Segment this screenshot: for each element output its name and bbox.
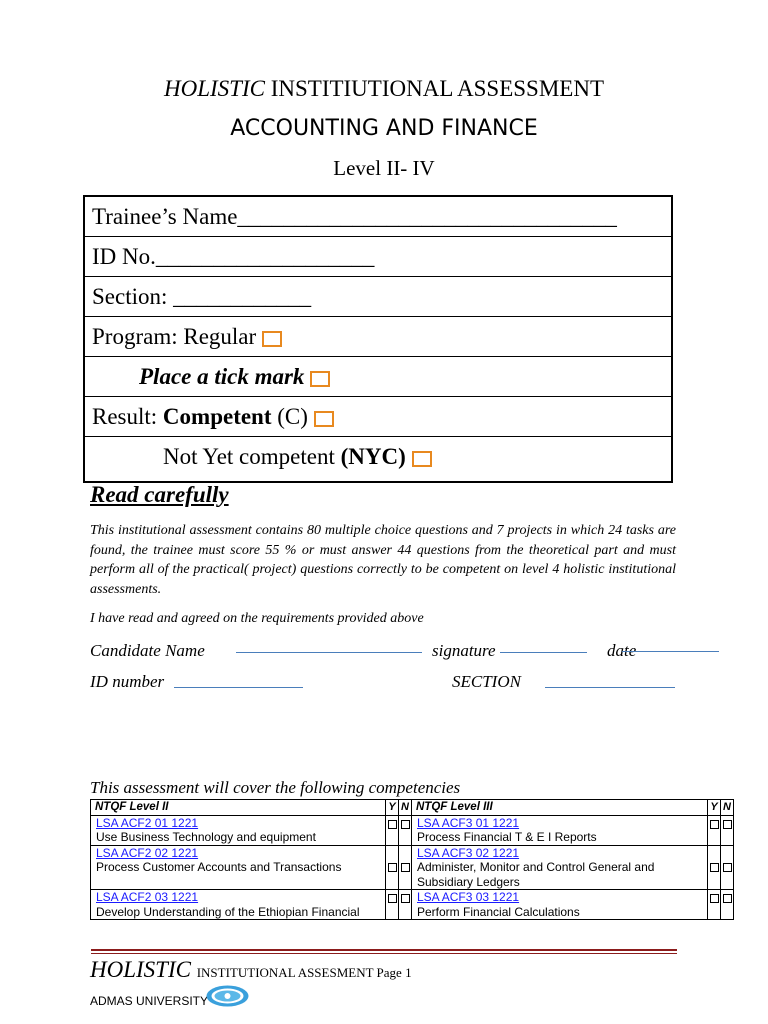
candidate-name-line[interactable] [236,652,422,653]
n-cell [721,890,734,920]
result-row [85,397,671,437]
candidate-name-label: Candidate Name [90,641,205,660]
y-cell [386,845,399,890]
date-line[interactable] [622,651,719,652]
section-line[interactable] [545,687,675,688]
yes-checkbox[interactable] [710,863,719,872]
instructions-paragraph: This institutional assessment contains 80 multiple choice questions and 7 projects in which 24 tasks are found, the trainee must score 55 % or must answer 44 questions from the theoretical part and must perform all of the practical( project) questions correctly to be competent on level 4 holistic institutional assessments. [90,523,676,597]
no-checkbox[interactable] [723,820,732,829]
signature-label: signature [432,641,496,660]
unit-code-link[interactable]: LSA ACF3 03 1221 [417,890,520,904]
level2-cell [91,845,386,890]
unit-title: Administer, Monitor and Control General and Subsidiary Ledgers [417,860,655,889]
nyc-row [85,437,671,477]
tick-instruction: Place a tick mark [139,364,305,389]
yes-checkbox[interactable] [388,863,397,872]
unit-code-link[interactable]: LSA ACF3 02 1221 [417,845,520,860]
level2-cell [91,890,386,920]
n-cell [399,845,412,890]
university-logo-icon [206,985,249,1007]
unit-title: Develop Understanding of the Ethiopian Financial [96,904,360,919]
competencies-table [90,799,734,920]
nyc-label: Not Yet competent [163,444,335,469]
table-row [91,890,734,920]
id-no-field[interactable]: ID No.___________________ [85,237,671,277]
n-cell [721,845,734,890]
table-row [91,815,734,845]
title-holistic: HOLISTIC [163,76,265,101]
section-field[interactable]: Section: ____________ [85,277,671,317]
nyc-checkbox[interactable] [412,451,432,467]
id-number-line[interactable] [174,687,303,688]
yes-checkbox[interactable] [710,894,719,903]
no-checkbox[interactable] [401,894,410,903]
id-number-label: ID number [90,672,165,691]
unit-title: Use Business Technology and equipment [96,830,316,844]
section-label: SECTION [452,672,521,691]
unit-code-link[interactable]: LSA ACF2 03 1221 [96,890,199,904]
yes-checkbox[interactable] [710,820,719,829]
competent-label: Competent [162,404,272,429]
level-label: Level II- IV [333,156,435,180]
y-cell [386,890,399,920]
agreement-statement: I have read and agreed on the requirements provided above [90,611,424,626]
header-y-2: Y [708,800,721,816]
unit-code-link[interactable]: LSA ACF2 01 1221 [96,815,199,830]
competencies-intro: This assessment will cover the following competencies [90,778,461,797]
program-regular-checkbox[interactable] [262,331,282,347]
yes-checkbox[interactable] [388,894,397,903]
yes-checkbox[interactable] [388,820,397,829]
program-row [85,317,671,357]
level3-cell [412,845,708,890]
footer-title [90,957,412,983]
unit-code-link[interactable]: LSA ACF2 02 1221 [96,845,199,860]
title-rest: INSTITIUTIONAL ASSESSMENT [270,76,604,101]
level2-cell [91,815,386,845]
header-ntqf-level-2: NTQF Level II [91,800,386,816]
no-checkbox[interactable] [401,863,410,872]
n-cell [721,815,734,845]
y-cell [708,845,721,890]
result-label: Result: [92,404,158,429]
unit-title: Process Customer Accounts and Transactions [96,860,342,874]
footer-rule-thick [91,949,677,951]
n-cell [399,890,412,920]
trainee-info-box [83,195,673,483]
unit-code-link[interactable]: LSA ACF3 01 1221 [417,815,520,830]
no-checkbox[interactable] [723,863,732,872]
tick-instruction-row [85,357,671,397]
header-y-1: Y [386,800,399,816]
no-checkbox[interactable] [723,894,732,903]
table-row [91,845,734,890]
y-cell [708,890,721,920]
header-n-1: N [399,800,412,816]
read-carefully-heading: Read carefully [90,482,229,507]
y-cell [386,815,399,845]
document-title [0,76,768,102]
competent-code: (C) [277,404,308,429]
trainee-name-field[interactable]: Trainee’s Name_________________________________ [85,197,671,237]
footer-holistic: HOLISTIC [90,957,191,982]
date-label: date [607,641,637,660]
y-cell [708,815,721,845]
unit-title: Perform Financial Calculations [417,904,580,919]
unit-title: Process Financial T & E I Reports [417,830,597,844]
header-n-2: N [721,800,734,816]
document-subtitle: ACCOUNTING AND FINANCE [230,116,538,141]
footer-rule-thin [91,953,677,954]
table-header-row [91,800,734,816]
footer-page-label: INSTITUTIONAL ASSESMENT Page 1 [196,965,412,980]
header-ntqf-level-3: NTQF Level III [412,800,708,816]
program-label: Program: Regular [92,324,257,349]
no-checkbox[interactable] [401,820,410,829]
nyc-code: (NYC) [340,444,406,469]
signature-line[interactable] [500,652,587,653]
n-cell [399,815,412,845]
tick-example-checkbox[interactable] [310,371,330,387]
level3-cell [412,815,708,845]
level3-cell [412,890,708,920]
university-name: ADMAS UNIVERSITY [90,994,209,1008]
competent-checkbox[interactable] [314,411,334,427]
